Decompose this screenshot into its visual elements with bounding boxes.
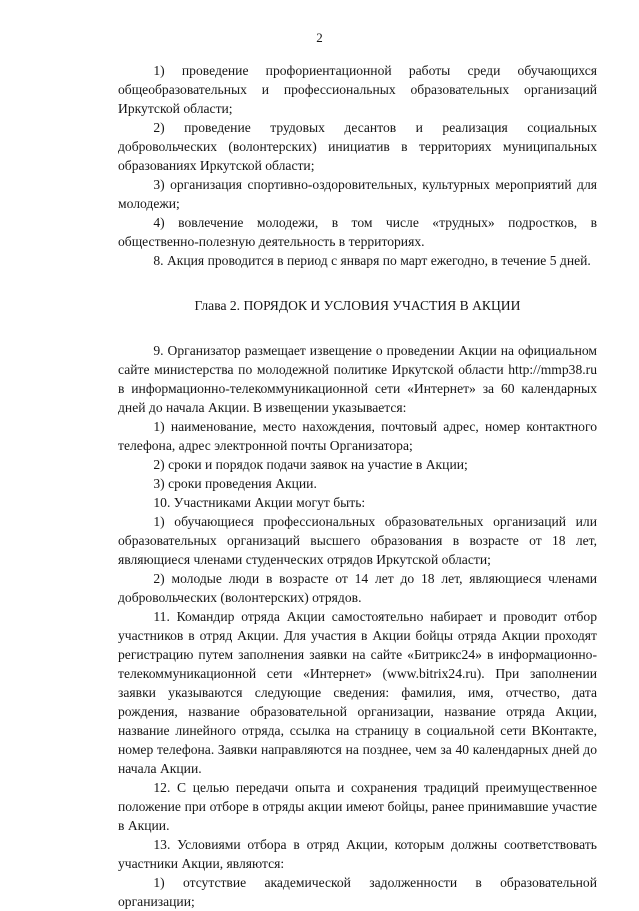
list-item: 2) молодые люди в возрасте от 14 лет до 18 лет, являющиеся членами добровольческих (волонтерских) отрядов. bbox=[118, 571, 597, 605]
list-item: 1) обучающиеся профессиональных образовательных организаций или образовательных организаций высшего образования в возрасте от 18 лет, являющиеся членами студенческих отрядов Иркутской области; bbox=[118, 514, 597, 567]
paragraph-9: 9. Организатор размещает извещение о проведении Акции на официальном сайте министерства по молодежной политике Иркутской области http://mmp38.ru в информационно-телекоммуникационной сети «Интернет» за 60 календарных дней до начала Акции. В извещении указывается: bbox=[118, 343, 597, 415]
list-item: 1) проведение профориентационной работы среди обучающихся общеобразовательных и профессиональных образовательных организаций Иркутской области; bbox=[118, 63, 597, 116]
page-number: 2 bbox=[316, 30, 323, 45]
paragraph-10: 10. Участниками Акции могут быть: bbox=[153, 495, 366, 510]
list-item: 2) проведение трудовых десантов и реализация социальных добровольческих (волонтерских) инициатив в территориях муниципальных образованиях Иркутской области; bbox=[118, 120, 597, 173]
paragraph-8: 8. Акция проводится в период с января по март ежегодно, в течение 5 дней. bbox=[153, 253, 591, 268]
list-item: 3) сроки проведения Акции. bbox=[153, 476, 317, 491]
list-item: 1) наименование, место нахождения, почтовый адрес, номер контактного телефона, адрес электронной почты Организатора; bbox=[118, 419, 597, 453]
paragraph-11: 11. Командир отряда Акции самостоятельно набирает и проводит отбор участников в отряд Акции. Для участия в Акции бойцы отряда Акции проходят регистрацию путем заполнения заявки на сайте «Битрикс24» в информационно-телекоммуникационной сети «Интернет» (www.bitrix24.ru). При заполнении заявки указываются следующие сведения: фамилия, имя, отчество, дата рождения, название образовательной организации, название отряда Акции, название линейного отряда, ссылка на страницу в социальной сети ВКонтакте, номер телефона. Заявки направляются на позднее, чем за 40 календарных дней до начала Акции. bbox=[118, 609, 597, 776]
paragraph-13: 13. Условиями отбора в отряд Акции, которым должны соответствовать участники Акции, являются: bbox=[118, 837, 597, 871]
list-item: 3) организация спортивно-оздоровительных, культурных мероприятий для молодежи; bbox=[118, 177, 597, 211]
chapter-heading: Глава 2. ПОРЯДОК И УСЛОВИЯ УЧАСТИЯ В АКЦИИ bbox=[194, 298, 521, 313]
list-item: 1) отсутствие академической задолженности в образовательной организации; bbox=[118, 875, 597, 909]
paragraph-12: 12. С целью передачи опыта и сохранения традиций преимущественное положение при отборе в отряды акции имеют бойцы, ранее принимавшие участие в Акции. bbox=[118, 780, 597, 833]
document-body bbox=[118, 61, 597, 911]
list-item: 2) сроки и порядок подачи заявок на участие в Акции; bbox=[153, 457, 468, 472]
list-item: 4) вовлечение молодежи, в том числе «трудных» подростков, в общественно-полезную деятельность в территориях. bbox=[118, 215, 597, 249]
